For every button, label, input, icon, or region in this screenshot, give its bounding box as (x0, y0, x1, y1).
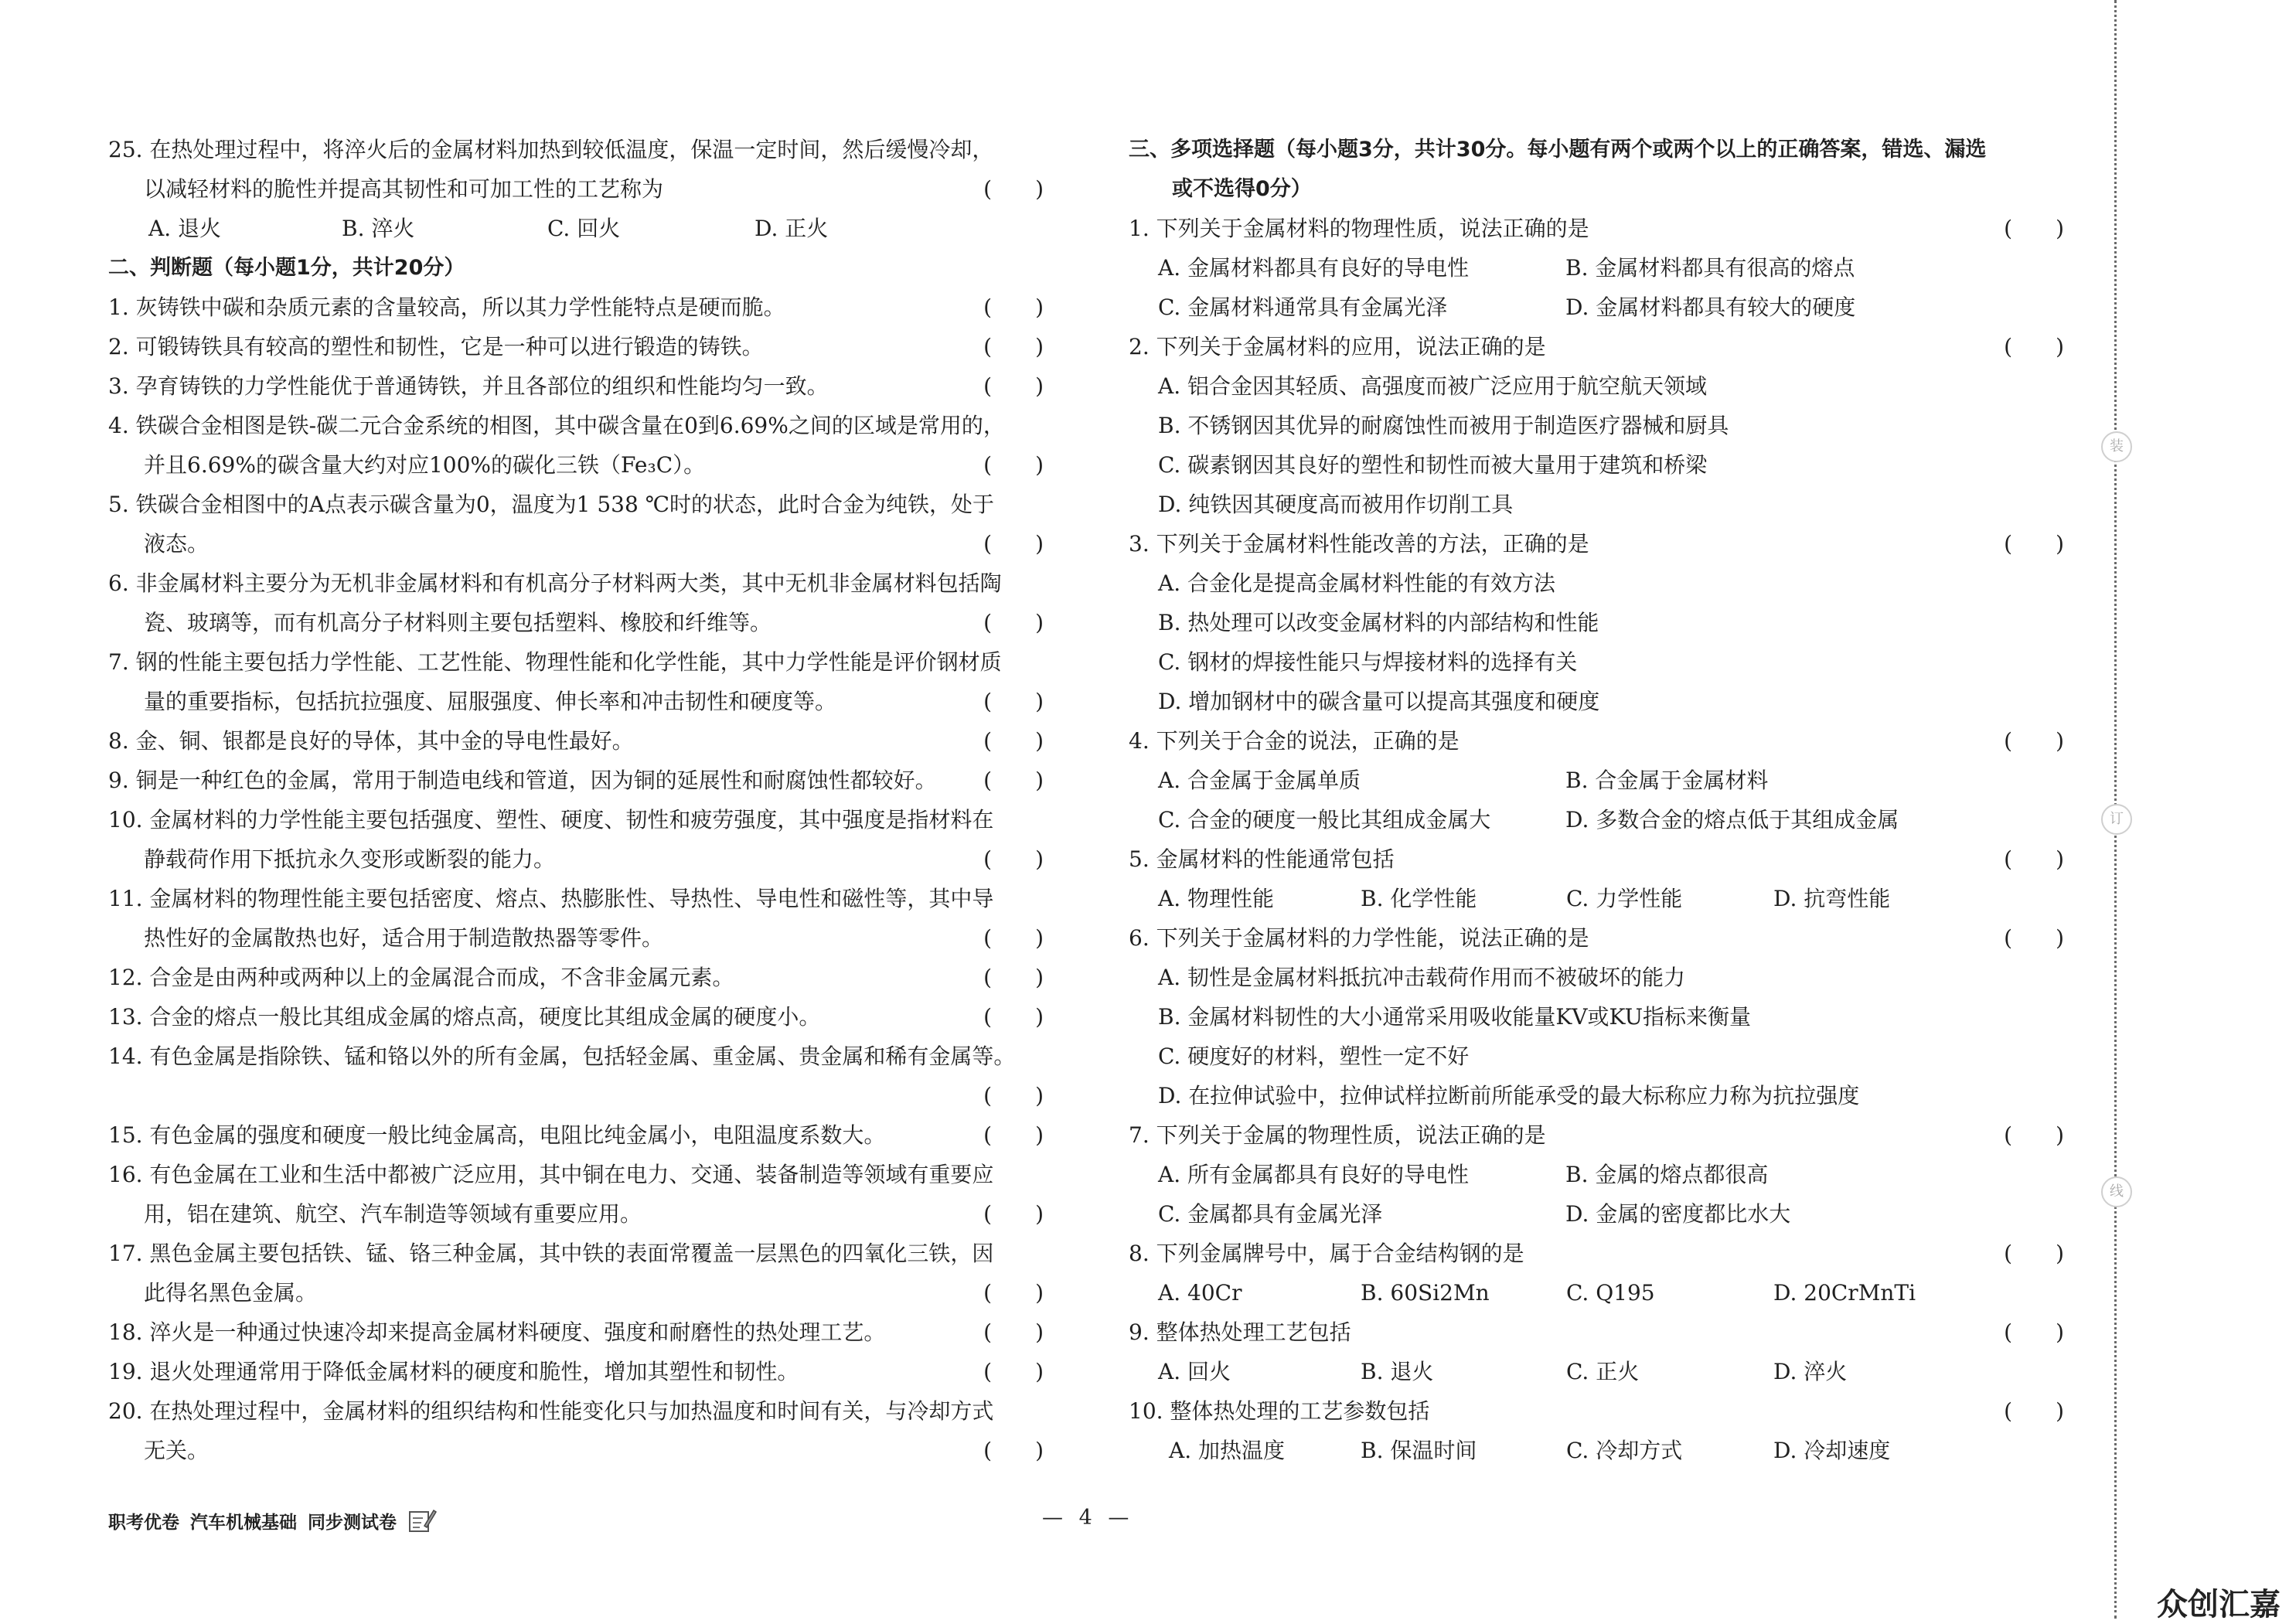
option-d: D. 多数合金的熔点低于其组成金属 (1565, 807, 1899, 832)
answer-paren: ( ) (2004, 846, 2064, 872)
judgement-line (108, 1155, 1044, 1194)
options-line (1129, 603, 2064, 642)
option-b: B. 淬火 (342, 216, 415, 241)
answer-paren: ( ) (983, 965, 1044, 990)
judgement-line (108, 1312, 1044, 1352)
multiple-choice-list (1129, 209, 2064, 1470)
question-text: 5. 金属材料的性能通常包括 (1129, 846, 1395, 872)
judgement-text: 20. 在热处理过程中，金属材料的组织结构和性能变化只与加热温度和时间有关，与冷却方式 (108, 1398, 994, 1424)
question-text: 3. 下列关于金属材料性能改善的方法，正确的是 (1129, 531, 1589, 557)
q25-stem-cont: 以减轻材料的脆性并提高其韧性和可加工性的工艺称为 (144, 176, 664, 202)
judgement-text: 2. 可锻铸铁具有较高的塑性和韧性，它是一种可以进行锻造的铸铁。 (108, 334, 764, 359)
answer-paren: ( ) (983, 294, 1044, 320)
option-c: C. 正火 (1566, 1359, 1640, 1384)
option-d: D. 淬火 (1773, 1359, 1848, 1384)
section3-title: 三、多项选择题（每小题3分，共计30分。每小题有两个或两个以上的正确答案，错选、漏选 (1129, 138, 1987, 162)
judgement-text: 12. 合金是由两种或两种以上的金属混合而成，不含非金属元素。 (108, 965, 734, 990)
option-d: D. 在拉伸试验中，拉伸试样拉断前所能承受的最大标称应力称为抗拉强度 (1158, 1083, 1860, 1108)
options-line (1129, 288, 2064, 327)
option-a: A. 退火 (148, 216, 222, 241)
watermark-text: 众创汇嘉 (2157, 1587, 2280, 1622)
option-a: A. 加热温度 (1169, 1438, 1286, 1463)
answer-paren: ( ) (983, 1122, 1044, 1148)
judgement-text: 6. 非金属材料主要分为无机非金属材料和有机高分子材料两大类，其中无机非金属材料包括陶 (108, 570, 1002, 596)
option-c: C. 合金的硬度一般比其组成金属大 (1158, 807, 1491, 832)
judgement-text: 8. 金、铜、银都是良好的导体，其中金的导电性最好。 (108, 728, 634, 754)
option-b: B. 不锈钢因其优异的耐腐蚀性而被用于制造医疗器械和厨具 (1158, 413, 1729, 438)
option-b: B. 合金属于金属材料 (1565, 768, 1769, 793)
options-line (1129, 761, 2064, 800)
question-stem (1129, 918, 2064, 958)
judgement-line (108, 839, 1044, 879)
options-line (1129, 879, 2064, 918)
judgement-line (108, 524, 1044, 563)
option-b: B. 热处理可以改变金属材料的内部结构和性能 (1158, 610, 1599, 635)
options-line (1129, 642, 2064, 682)
judgement-line (108, 682, 1044, 721)
option-c: C. 力学性能 (1566, 886, 1683, 911)
judgement-text: 热性好的金属散热也好，适合用于制造散热器等零件。 (144, 925, 664, 951)
option-c: C. 碳素钢因其良好的塑性和韧性而被大量用于建筑和桥梁 (1158, 452, 1708, 478)
seal-xian: 线 (2101, 1176, 2132, 1207)
judgement-line (108, 1234, 1044, 1273)
judgement-text: 19. 退火处理通常用于降低金属材料的硬度和脆性，增加其塑性和韧性。 (108, 1359, 799, 1384)
question-stem (1129, 839, 2064, 879)
answer-paren: ( ) (2004, 334, 2064, 359)
judgement-line (108, 1391, 1044, 1431)
option-a: A. 韧性是金属材料抵抗冲击载荷作用而不被破坏的能力 (1158, 965, 1686, 990)
judgement-text: 11. 金属材料的物理性能主要包括密度、熔点、热膨胀性、导热性、导电性和磁性等，其中导 (108, 886, 994, 911)
footer-kind: 同步测试卷 (308, 1512, 397, 1533)
answer-paren: ( ) (983, 1201, 1044, 1227)
footer-subject: 汽车机械基础 (190, 1512, 297, 1533)
answer-paren: ( ) (983, 334, 1044, 359)
options-line (1129, 406, 2064, 445)
options-line (1129, 1273, 2064, 1312)
options-line (1129, 1037, 2064, 1076)
judgement-line (108, 406, 1044, 445)
options-line (1129, 958, 2064, 997)
question-text: 1. 下列关于金属材料的物理性质，说法正确的是 (1129, 216, 1589, 241)
answer-paren: ( ) (983, 1083, 1044, 1108)
judgement-line (108, 1352, 1044, 1391)
judgement-line (108, 1115, 1044, 1155)
answer-paren: ( ) (2004, 1122, 2064, 1148)
answer-paren: ( ) (983, 1004, 1044, 1030)
q25-options (108, 209, 1044, 248)
option-c: C. 钢材的焊接性能只与焊接材料的选择有关 (1158, 649, 1578, 675)
judgement-text: 16. 有色金属在工业和生活中都被广泛应用，其中铜在电力、交通、装备制造等领域有重要应 (108, 1162, 994, 1187)
option-c: C. 硬度好的材料，塑性一定不好 (1158, 1044, 1470, 1069)
question-text: 6. 下列关于金属材料的力学性能，说法正确的是 (1129, 925, 1589, 951)
answer-paren: ( ) (2004, 531, 2064, 557)
question-stem (1129, 524, 2064, 563)
answer-paren: ( ) (2004, 1319, 2064, 1345)
option-b: B. 金属材料韧性的大小通常采用吸收能量KV或KU指标来衡量 (1158, 1004, 1752, 1030)
judgement-list (108, 288, 1044, 1470)
judgement-text: 无关。 (144, 1438, 209, 1463)
option-a: A. 铝合金因其轻质、高强度而被广泛应用于航空航天领域 (1158, 373, 1708, 399)
answer-paren: ( ) (983, 728, 1044, 754)
answer-paren: ( ) (983, 689, 1044, 714)
left-column (108, 130, 1044, 1470)
answer-paren: ( ) (2004, 728, 2064, 754)
answer-paren: ( ) (2004, 1241, 2064, 1266)
question-text: 10. 整体热处理的工艺参数包括 (1129, 1398, 1430, 1424)
q25-line1 (108, 130, 1044, 169)
options-line (1129, 563, 2064, 603)
judgement-text: 1. 灰铸铁中碳和杂质元素的含量较高，所以其力学性能特点是硬而脆。 (108, 294, 785, 320)
judgement-text: 4. 铁碳合金相图是铁-碳二元合金系统的相图，其中碳含量在0到6.69%之间的区域是常用的， (108, 413, 1005, 438)
option-b: B. 化学性能 (1361, 886, 1477, 911)
q25-line2 (108, 169, 1044, 209)
answer-paren: ( ) (2004, 216, 2064, 241)
option-b: B. 退火 (1361, 1359, 1434, 1384)
answer-paren: ( ) (983, 176, 1044, 202)
question-stem (1129, 1234, 2064, 1273)
options-line (1129, 248, 2064, 288)
question-text: 7. 下列关于金属的物理性质，说法正确的是 (1129, 1122, 1546, 1148)
options-line (1129, 1431, 2064, 1470)
judgement-text: 14. 有色金属是指除铁、锰和铬以外的所有金属，包括轻金属、重金属、贵金属和稀有金属等。 (108, 1044, 1016, 1069)
option-d: D. 正火 (754, 216, 829, 241)
q25-stem: 25. 在热处理过程中，将淬火后的金属材料加热到较低温度，保温一定时间，然后缓慢冷却， (108, 137, 994, 162)
judgement-line (108, 1194, 1044, 1234)
question-stem (1129, 721, 2064, 761)
answer-paren: ( ) (983, 846, 1044, 872)
answer-paren: ( ) (983, 1359, 1044, 1384)
option-c: C. 金属材料通常具有金属光泽 (1158, 294, 1448, 320)
options-line (1129, 997, 2064, 1037)
judgement-text: 9. 铜是一种红色的金属，常用于制造电线和管道，因为铜的延展性和耐腐蚀性都较好。 (108, 768, 937, 793)
judgement-text: 液态。 (144, 531, 209, 557)
answer-paren: ( ) (983, 1280, 1044, 1306)
options-line (1129, 485, 2064, 524)
option-b: B. 金属的熔点都很高 (1565, 1162, 1769, 1187)
judgement-line (108, 603, 1044, 642)
question-stem (1129, 327, 2064, 366)
judgement-line (108, 800, 1044, 839)
answer-paren: ( ) (2004, 925, 2064, 951)
answer-paren: ( ) (983, 531, 1044, 557)
question-text: 2. 下列关于金属材料的应用，说法正确的是 (1129, 334, 1546, 359)
judgement-text: 3. 孕育铸铁的力学性能优于普通铸铁，并且各部位的组织和性能均匀一致。 (108, 373, 829, 399)
answer-paren: ( ) (983, 1319, 1044, 1345)
judgement-text: 用，铝在建筑、航空、汽车制造等领域有重要应用。 (144, 1201, 642, 1227)
option-d: D. 增加钢材中的碳含量可以提高其强度和硬度 (1158, 689, 1600, 714)
option-d: D. 抗弯性能 (1773, 886, 1891, 911)
options-line (1129, 1155, 2064, 1194)
judgement-text: 7. 钢的性能主要包括力学性能、工艺性能、物理性能和化学性能，其中力学性能是评价钢材质 (108, 649, 1002, 675)
judgement-line (108, 445, 1044, 485)
options-line (1129, 800, 2064, 839)
judgement-text: 18. 淬火是一种通过快速冷却来提高金属材料硬度、强度和耐磨性的热处理工艺。 (108, 1319, 886, 1345)
judgement-line (108, 721, 1044, 761)
options-line (1129, 1076, 2064, 1115)
options-line (1129, 1352, 2064, 1391)
page-number: — 4 — (1042, 1506, 1134, 1530)
options-line (1129, 682, 2064, 721)
section2-title: 二、判断题（每小题1分，共计20分） (108, 256, 465, 280)
option-d: D. 20CrMnTi (1773, 1280, 1916, 1306)
judgement-line (108, 918, 1044, 958)
right-column (1129, 130, 2064, 1470)
judgement-text: 此得名黑色金属。 (144, 1280, 318, 1306)
section3-title-cont: 或不选得0分） (1172, 177, 1312, 201)
judgement-line (108, 288, 1044, 327)
question-stem (1129, 209, 2064, 248)
option-c: C. Q195 (1566, 1280, 1655, 1306)
judgement-text: 17. 黑色金属主要包括铁、锰、铬三种金属，其中铁的表面常覆盖一层黑色的四氧化三铁，因 (108, 1241, 994, 1266)
question-stem (1129, 1391, 2064, 1431)
judgement-text: 13. 合金的熔点一般比其组成金属的熔点高，硬度比其组成金属的硬度小。 (108, 1004, 821, 1030)
options-line (1129, 445, 2064, 485)
option-a: A. 金属材料都具有良好的导电性 (1158, 255, 1470, 281)
judgement-line (108, 1273, 1044, 1312)
option-d: D. 纯铁因其硬度高而被用作切削工具 (1158, 492, 1514, 517)
question-text: 8. 下列金属牌号中，属于合金结构钢的是 (1129, 1241, 1524, 1266)
option-d: D. 金属的密度都比水大 (1565, 1201, 1791, 1227)
judgement-line (108, 327, 1044, 366)
answer-paren: ( ) (983, 373, 1044, 399)
judgement-line (108, 1076, 1044, 1115)
question-stem (1129, 1312, 2064, 1352)
answer-paren: ( ) (983, 925, 1044, 951)
judgement-line (108, 879, 1044, 918)
judgement-line (108, 366, 1044, 406)
judgement-line (108, 761, 1044, 800)
options-line (1129, 366, 2064, 406)
answer-paren: ( ) (2004, 1398, 2064, 1424)
options-line (1129, 1194, 2064, 1234)
option-d: D. 冷却速度 (1773, 1438, 1891, 1463)
option-c: C. 冷却方式 (1566, 1438, 1683, 1463)
judgement-text: 瓷、玻璃等，而有机高分子材料则主要包括塑料、橡胶和纤维等。 (144, 610, 772, 635)
question-text: 9. 整体热处理工艺包括 (1129, 1319, 1351, 1345)
judgement-text: 量的重要指标，包括抗拉强度、屈服强度、伸长率和冲击韧性和硬度等。 (144, 689, 837, 714)
judgement-line (108, 563, 1044, 603)
footer-brand: 职考优卷 (108, 1512, 179, 1533)
judgement-text: 10. 金属材料的力学性能主要包括强度、塑性、硬度、韧性和疲劳强度，其中强度是指材料在 (108, 807, 994, 832)
judgement-line (108, 1037, 1044, 1076)
judgement-line (108, 997, 1044, 1037)
option-a: A. 物理性能 (1158, 886, 1275, 911)
seal-zhuang: 装 (2101, 431, 2132, 462)
answer-paren: ( ) (983, 452, 1044, 478)
judgement-text: 并且6.69%的碳含量大约对应100%的碳化三铁（Fe₃C）。 (144, 452, 706, 478)
option-a: A. 合金化是提高金属材料性能的有效方法 (1158, 570, 1556, 596)
option-c: C. 金属都具有金属光泽 (1158, 1201, 1383, 1227)
question-stem (1129, 1115, 2064, 1155)
footer-series (108, 1507, 437, 1534)
judgement-line (108, 642, 1044, 682)
option-b: B. 保温时间 (1361, 1438, 1477, 1463)
option-a: A. 所有金属都具有良好的导电性 (1158, 1162, 1470, 1187)
option-a: A. 40Cr (1158, 1280, 1242, 1306)
option-d: D. 金属材料都具有较大的硬度 (1565, 294, 1856, 320)
judgement-text: 15. 有色金属的强度和硬度一般比纯金属高，电阻比纯金属小，电阻温度系数大。 (108, 1122, 886, 1148)
judgement-line (108, 958, 1044, 997)
seal-ding: 订 (2101, 804, 2132, 835)
judgement-text: 5. 铁碳合金相图中的A点表示碳含量为0，温度为1 538 ℃时的状态，此时合金为纯铁，处于 (108, 492, 995, 517)
judgement-text: 静载荷作用下抵抗永久变形或断裂的能力。 (144, 846, 556, 872)
option-a: A. 回火 (1158, 1359, 1231, 1384)
judgement-line (108, 1431, 1044, 1470)
option-b: B. 60Si2Mn (1361, 1280, 1490, 1306)
answer-paren: ( ) (983, 610, 1044, 635)
option-a: A. 合金属于金属单质 (1158, 768, 1361, 793)
option-b: B. 金属材料都具有很高的熔点 (1565, 255, 1855, 281)
pencil-paper-icon (407, 1507, 437, 1534)
question-text: 4. 下列关于合金的说法，正确的是 (1129, 728, 1460, 754)
option-c: C. 回火 (547, 216, 621, 241)
answer-paren: ( ) (983, 768, 1044, 793)
judgement-line (108, 485, 1044, 524)
answer-paren: ( ) (983, 1438, 1044, 1463)
